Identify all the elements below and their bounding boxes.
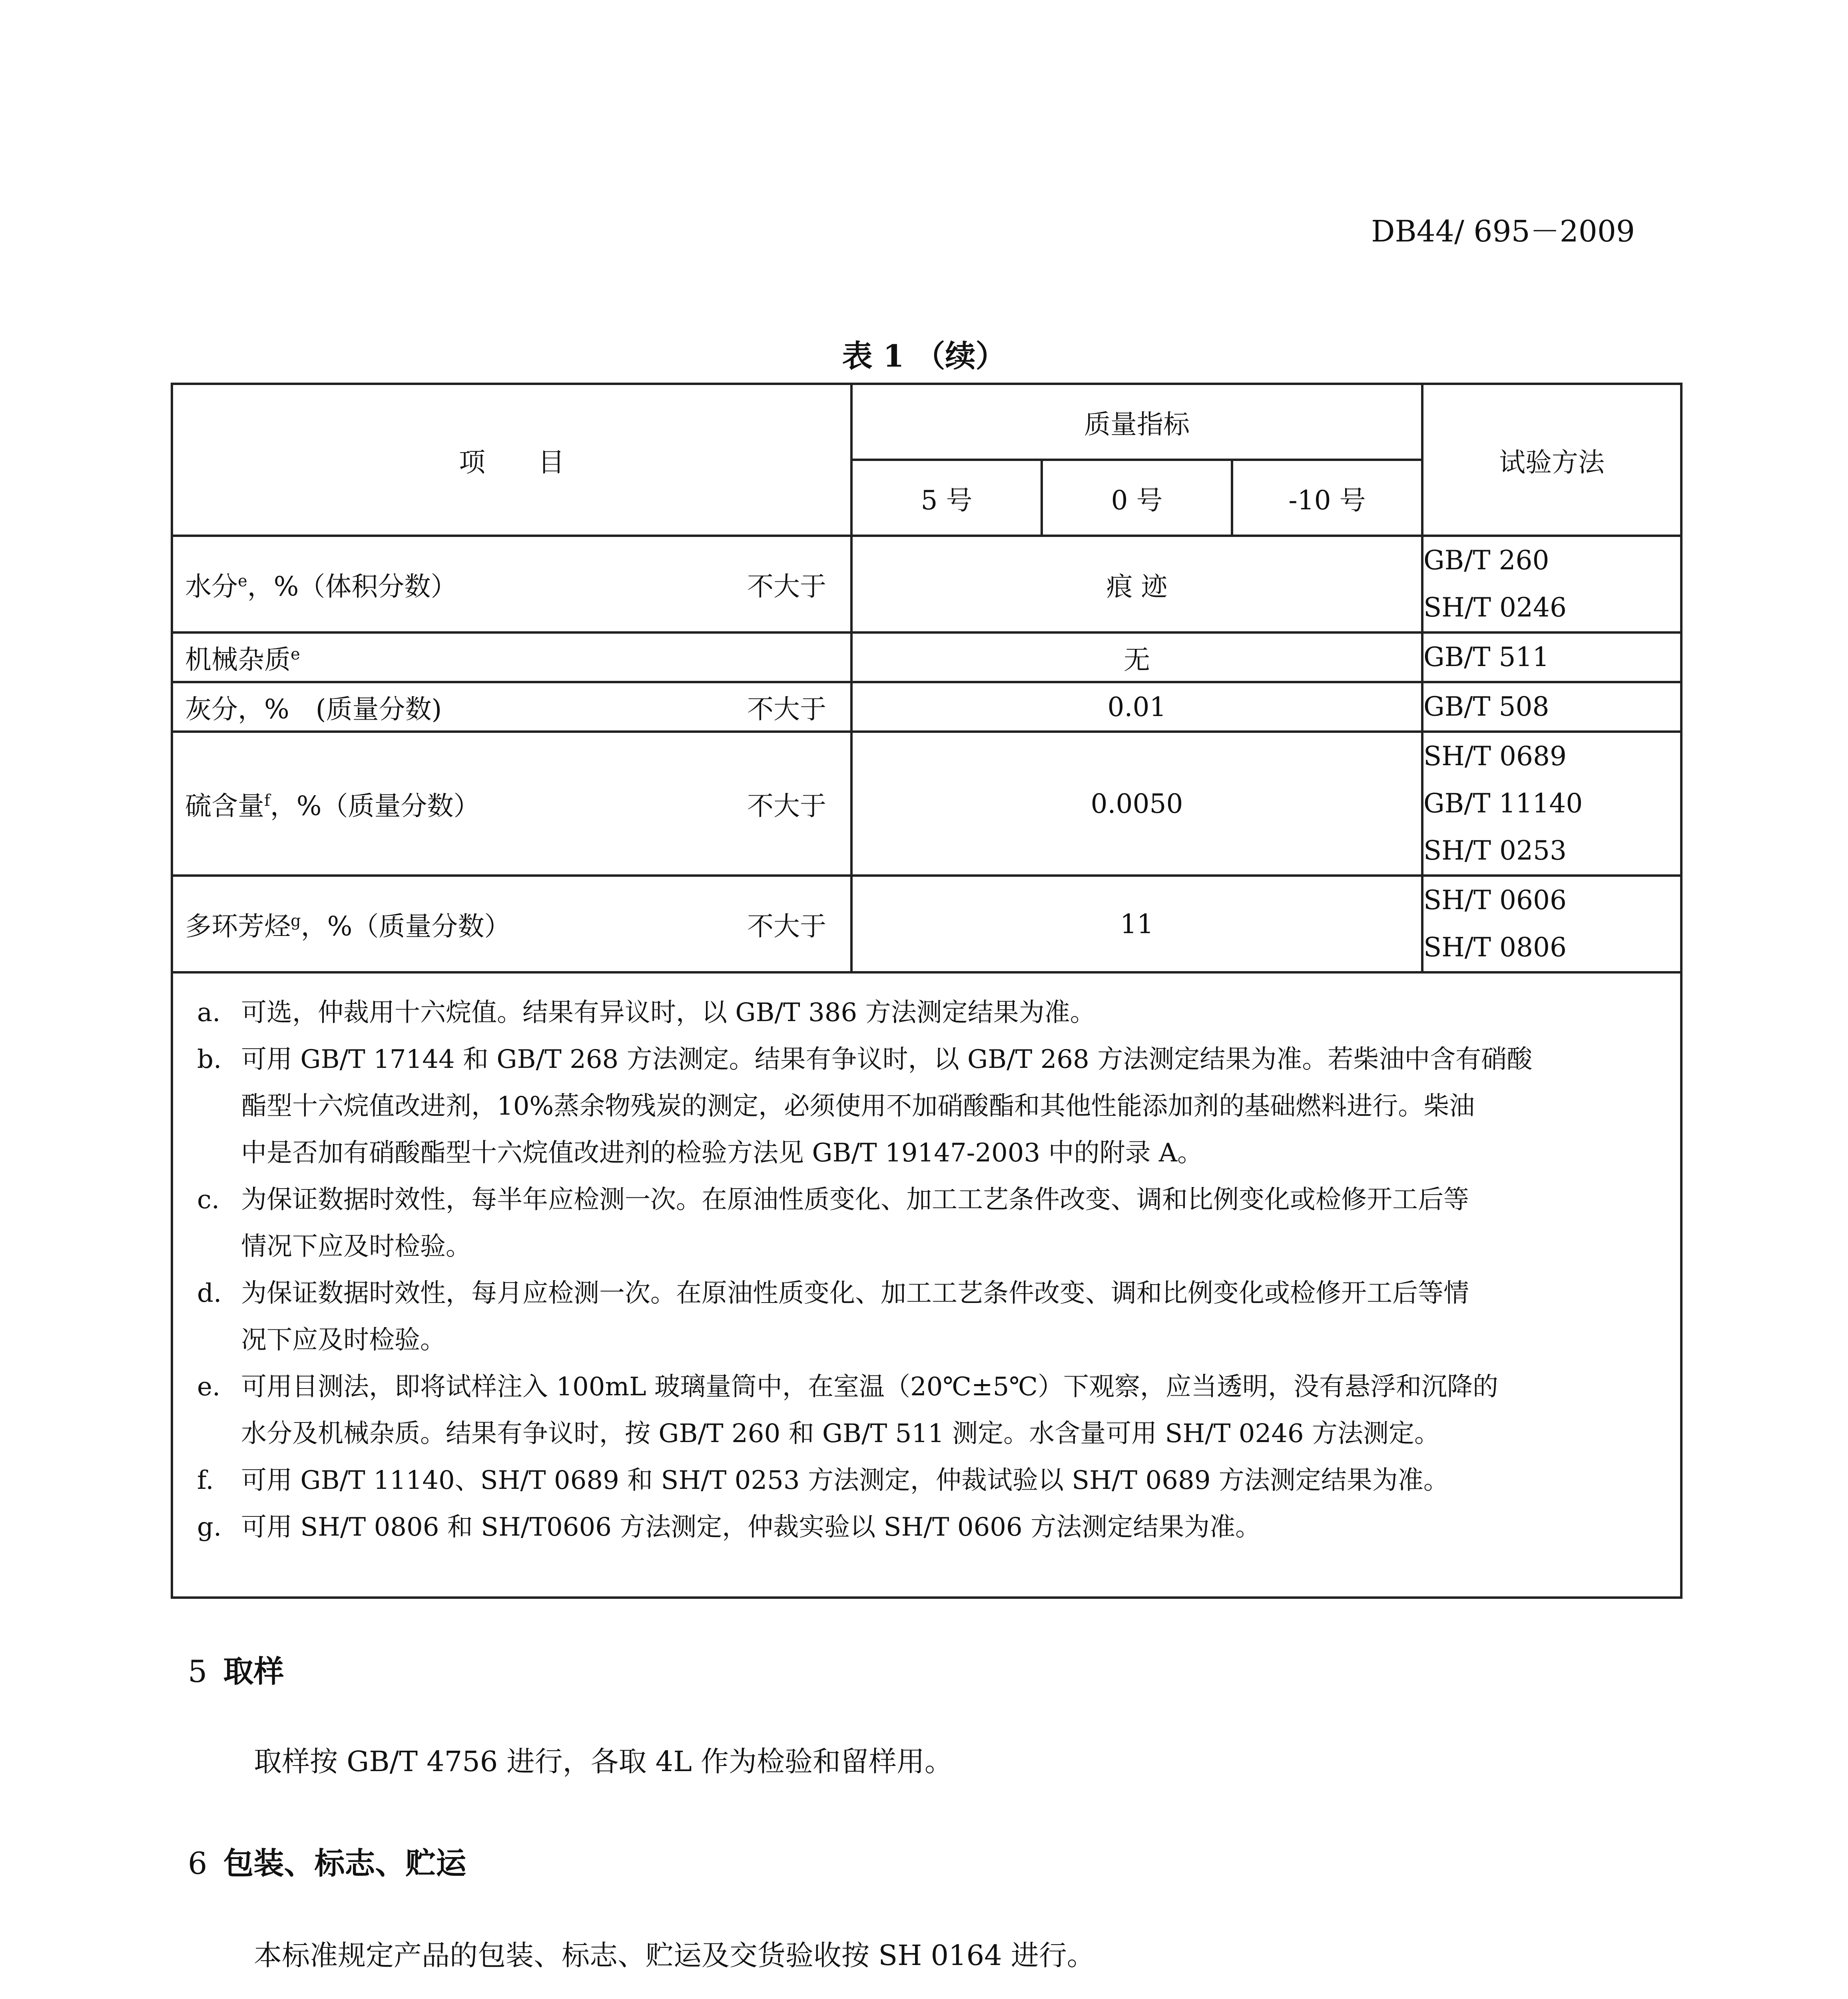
- item-label: 多环芳烃$^g$，%（质量分数）: [185, 911, 511, 942]
- header-quality: 质量指标: [851, 384, 1422, 460]
- table-row: [172, 536, 1681, 632]
- header-grade-minus10: -10 号: [1232, 460, 1422, 536]
- header-item: 项 目: [172, 384, 851, 536]
- note-a: a. 可选，仲裁用十六烷值。结果有异议时，以 GB/T 386 方法测定结果为准。: [197, 998, 1096, 1027]
- value-cell: 0.01: [851, 682, 1422, 732]
- method-cell: GB/T 508: [1422, 682, 1681, 732]
- table-row: [172, 682, 1681, 732]
- note-b: b. 可用 GB/T 17144 和 GB/T 268 方法测定。结果有争议时，以 GB/T 268 方法测定结果为准。若柴油中含有硝酸 酯型十六烷值改进剂，10%蒸余物残炭的测定，必须使用不加硝酸酯和其他性能添加剂的基础燃料进行。柴油 中是否加有硝酸酯型十六烷值改进剂的检验方法见 GB/T 19147-2003 中的附录 A。: [197, 1045, 1533, 1168]
- note-f: f. 可用 GB/T 11140、SH/T 0689 和 SH/T 0253 方法测定，仲裁试验以 SH/T 0689 方法测定结果为准。: [197, 1466, 1449, 1495]
- notes-row: [172, 972, 1681, 1598]
- header-grade-5: 5 号: [851, 460, 1042, 536]
- item-limit: 不大于: [747, 694, 826, 725]
- item-cell: [172, 876, 851, 972]
- method-cell: GB/T 511: [1422, 632, 1681, 682]
- section-6-title: 6 包装、标志、贮运: [188, 1845, 466, 1881]
- note-c: c. 为保证数据时效性，每半年应检测一次。在原油性质变化、加工工艺条件改变、调和比例变化或检修开工后等 情况下应及时检验。: [197, 1185, 1469, 1261]
- table-caption: 表 1 （续）: [842, 338, 1006, 374]
- table-row: [172, 632, 1681, 682]
- header-row: [172, 384, 1681, 460]
- item-label: 灰分，% (质量分数): [185, 694, 442, 725]
- item-cell: [172, 632, 851, 682]
- method-cell: SH/T 0689 GB/T 11140 SH/T 0253: [1422, 732, 1681, 876]
- header-grade-0: 0 号: [1042, 460, 1232, 536]
- item-cell: [172, 536, 851, 632]
- value-cell: 无: [851, 632, 1422, 682]
- item-cell: [172, 732, 851, 876]
- item-limit: 不大于: [747, 571, 826, 602]
- spec-table: [171, 383, 1683, 1599]
- section-5-body: 取样按 GB/T 4756 进行，各取 4L 作为检验和留样用。: [254, 1745, 953, 1778]
- item-limit: 不大于: [747, 911, 826, 942]
- item-label: 硫含量$^f$，%（质量分数）: [185, 790, 480, 822]
- table-row: [172, 876, 1681, 972]
- value-cell: 11: [851, 876, 1422, 972]
- table-row: [172, 732, 1681, 876]
- value-cell: 0.0050: [851, 732, 1422, 876]
- note-d: d. 为保证数据时效性，每月应检测一次。在原油性质变化、加工工艺条件改变、调和比例变化或检修开工后等情 况下应及时检验。: [197, 1279, 1469, 1355]
- value-cell: 痕 迹: [851, 536, 1422, 632]
- note-g: g. 可用 SH/T 0806 和 SH/T0606 方法测定，仲裁实验以 SH/T 0606 方法测定结果为准。: [197, 1512, 1261, 1542]
- method-cell: GB/T 260 SH/T 0246: [1422, 536, 1681, 632]
- note-e: e. 可用目测法，即将试样注入 100mL 玻璃量筒中，在室温（20℃±5℃）下观察，应当透明，没有悬浮和沉降的 水分及机械杂质。结果有争议时，按 GB/T 260 和 GB/T 511 测定。水含量可用 SH/T 0246 方法测定。: [197, 1372, 1498, 1448]
- item-limit: 不大于: [747, 790, 826, 822]
- header-method: 试验方法: [1422, 384, 1681, 536]
- item-label: 机械杂质$^e$: [185, 644, 300, 675]
- method-cell: SH/T 0606 SH/T 0806: [1422, 876, 1681, 972]
- section-6-body: 本标准规定产品的包装、标志、贮运及交货验收按 SH 0164 进行。: [254, 1939, 1095, 1972]
- section-5-title: 5 取样: [188, 1654, 284, 1689]
- document-code: DB44/ 695－2009: [1371, 214, 1635, 249]
- item-cell: [172, 682, 851, 732]
- item-label: 水分$^e$，%（体积分数）: [185, 571, 457, 602]
- notes-cell: [172, 972, 1681, 1598]
